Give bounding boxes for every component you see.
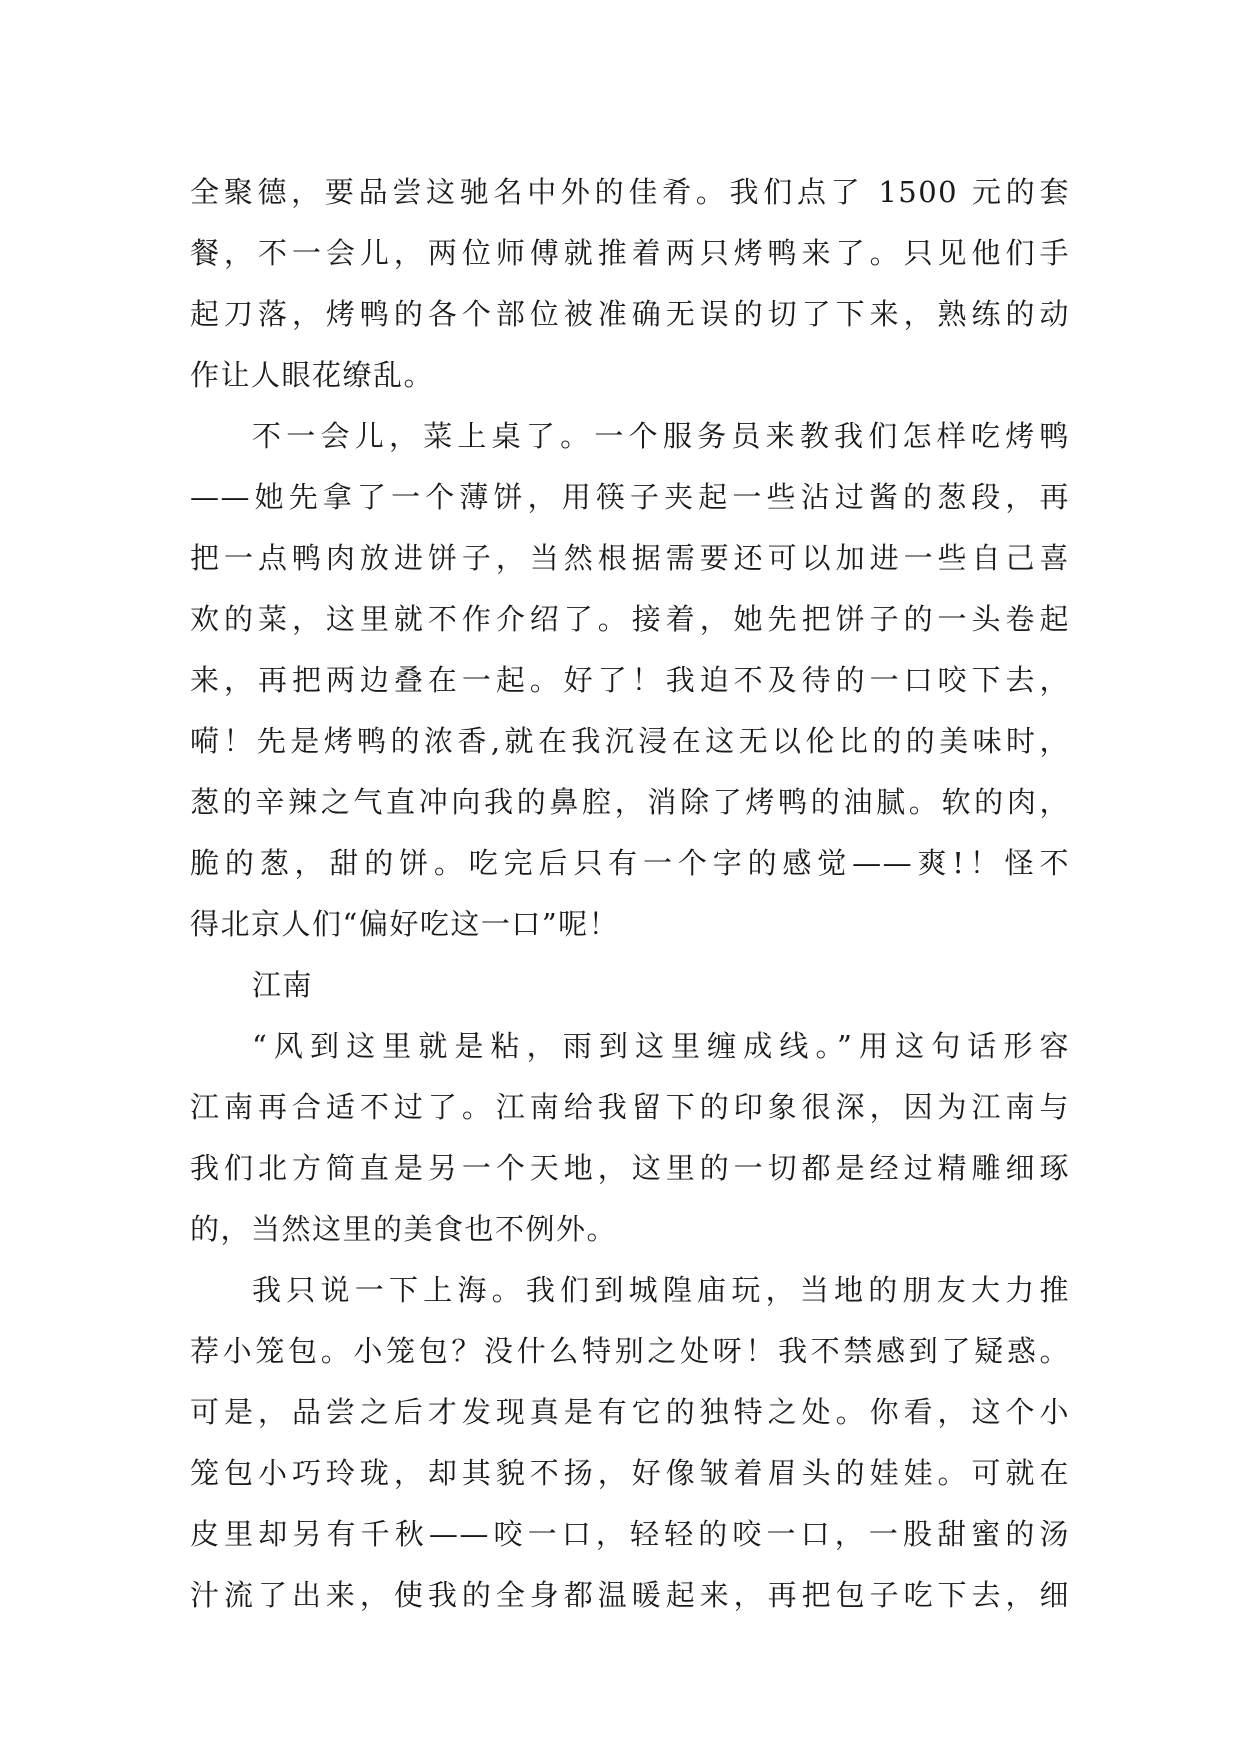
text-line: 可是，品尝之后才发现真是有它的独特之处。你看，这个小 [190, 1395, 1070, 1429]
text-line: 起刀落，烤鸭的各个部位被准确无误的切了下来，熟练的动 [190, 297, 1070, 331]
text-line: 嗬！先是烤鸭的浓香,就在我沉浸在这无以伦比的的美味时， [190, 724, 1070, 758]
text-line: 欢的菜，这里就不作介绍了。接着，她先把饼子的一头卷起 [190, 602, 1070, 636]
text-line: 作让人眼花缭乱。 [190, 358, 435, 392]
text-line: 江南再合适不过了。江南给我留下的印象很深，因为江南与 [190, 1090, 1070, 1124]
text-line: 我们北方简直是另一个天地，这里的一切都是经过精雕细琢 [190, 1151, 1070, 1185]
text-line: 荐小笼包。小笼包？没什么特别之处呀！我不禁感到了疑惑。 [190, 1334, 1070, 1368]
text-line: 皮里却另有千秋——咬一口，轻轻的咬一口，一股甜蜜的汤 [190, 1517, 1070, 1551]
section-heading: 江南 [252, 968, 314, 1002]
text-line: 来，再把两边叠在一起。好了！我迫不及待的一口咬下去， [190, 663, 1070, 697]
document-body [190, 162, 1070, 1626]
text-line: 把一点鸭肉放进饼子，当然根据需要还可以加进一些自己喜 [190, 541, 1070, 575]
text-line: ——她先拿了一个薄饼，用筷子夹起一些沾过酱的葱段，再 [190, 480, 1070, 514]
text-line: 葱的辛辣之气直冲向我的鼻腔，消除了烤鸭的油腻。软的肉， [190, 785, 1070, 819]
text-line: 的，当然这里的美食也不例外。 [190, 1212, 618, 1246]
paragraph-start-line: “风到这里就是粘，雨到这里缠成线。”用这句话形容 [252, 1029, 1070, 1063]
paragraph-start-line: 我只说一下上海。我们到城隍庙玩，当地的朋友大力推 [252, 1273, 1070, 1307]
text-line: 笼包小巧玲珑，却其貌不扬，好像皱着眉头的娃娃。可就在 [190, 1456, 1070, 1490]
text-line: 全聚德，要品尝这驰名中外的佳肴。我们点了 1500 元的套 [190, 175, 1070, 209]
text-line: 汁流了出来，使我的全身都温暖起来，再把包子吃下去，细 [190, 1578, 1070, 1612]
text-line: 得北京人们“偏好吃这一口”呢！ [190, 907, 620, 941]
text-line: 餐，不一会儿，两位师傅就推着两只烤鸭来了。只见他们手 [190, 236, 1070, 270]
text-line: 脆的葱，甜的饼。吃完后只有一个字的感觉——爽!！怪不 [190, 846, 1070, 880]
paragraph-start-line: 不一会儿，菜上桌了。一个服务员来教我们怎样吃烤鸭 [252, 419, 1070, 453]
